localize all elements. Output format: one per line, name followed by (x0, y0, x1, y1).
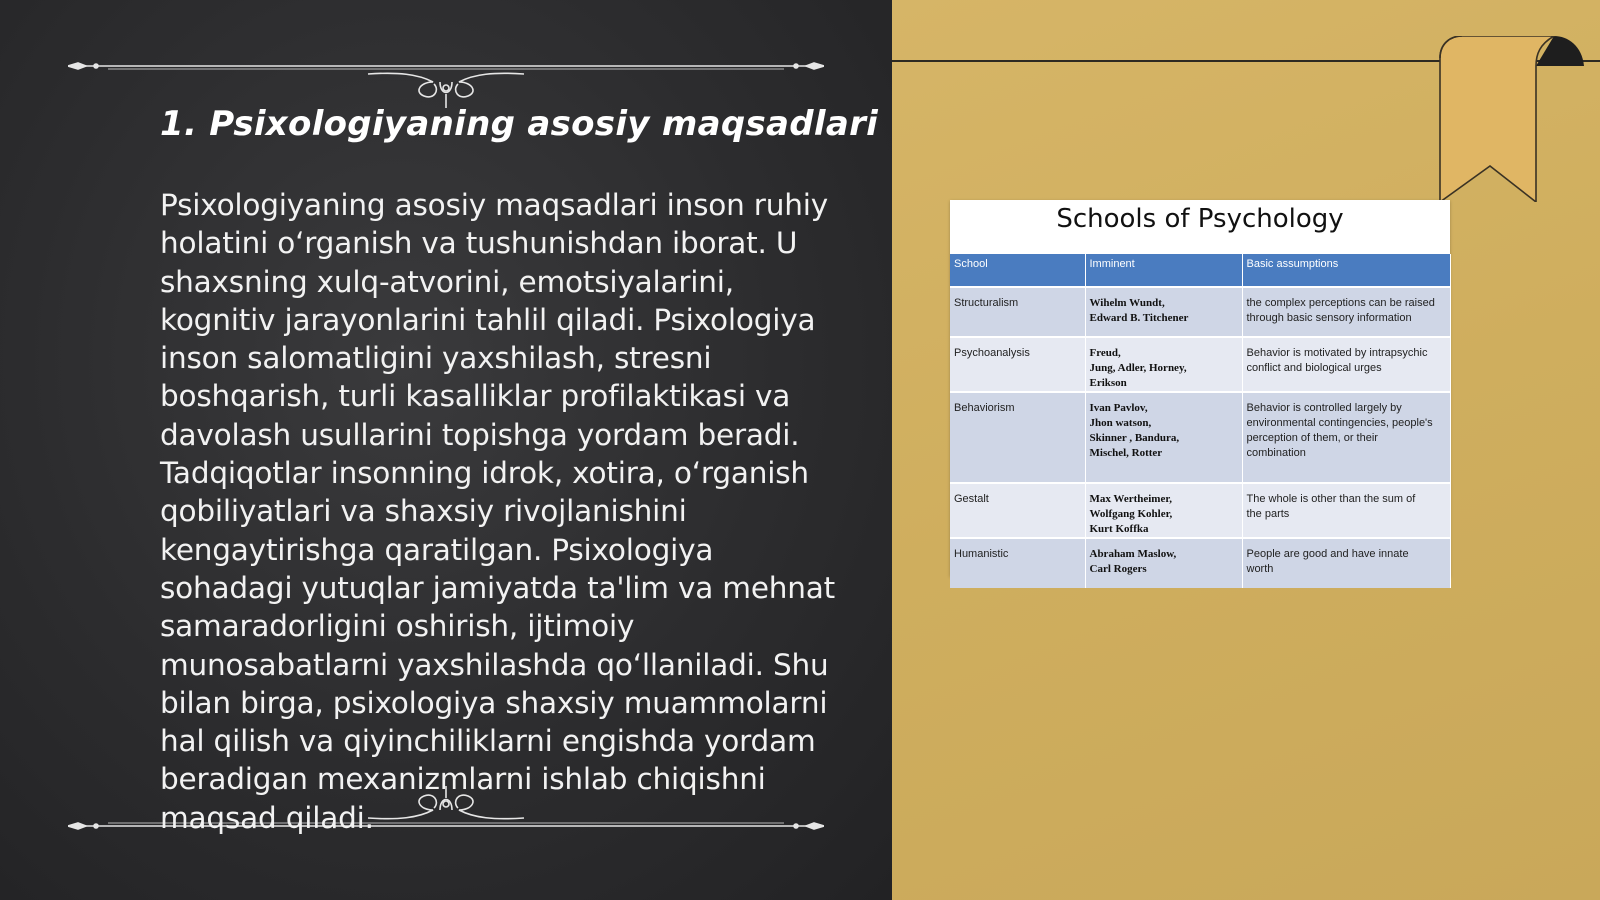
slide-body-text: Psixologiyaning asosiy maqsadlari inson ruhiy holatini o‘rganish va tushunishdan iborat. U shaxsning xulq-atvorini, emotsiyalarini, kognitiv jarayonlarini tahlil qiladi. Psixologiya inson salomatligini yaxshilash, stresni boshqarish, turli kasalliklar profilaktikasi va davolash usullarini topishga yordam beradi. Tadqiqotlar insonning idrok, xotira, o‘rganish qobiliyatlari va shaxsiy rivojlanishini kengaytirishga qaratilgan. Psixologiya sohadagi yutuqlar jamiyatda ta'lim va mehnat samaradorligini oshirish, ijtimoiy munosabatlarni yaxshilashda qo‘llaniladi. Shu bilan birga, psixologiya shaxsiy muammolarni hal qilish va qiyinchiliklarni engishda yordam beradigan mexanizmlarni ishlab chiqishni maqsad qiladi. (160, 188, 836, 835)
persons-cell: Max Wertheimer, Wolfgang Kohler, Kurt Koffka (1085, 483, 1242, 538)
assumption-cell: The whole is other than the sum of the parts (1242, 483, 1450, 538)
table-row (950, 538, 1450, 588)
table-row (950, 392, 1450, 483)
schools-table-image (950, 200, 1450, 576)
assumption-cell: the complex perceptions can be raised through basic sensory information (1242, 287, 1450, 337)
persons-cell: Freud, Jung, Adler, Horney, Erikson (1085, 337, 1242, 392)
assumption-cell: People are good and have innate worth (1242, 538, 1450, 588)
persons-cell: Ivan Pavlov, Jhon watson, Skinner , Bandura, Mischel, Rotter (1085, 392, 1242, 483)
school-cell: Gestalt (950, 483, 1085, 538)
table-row (950, 483, 1450, 538)
table-title: Schools of Psychology (1056, 204, 1344, 234)
slide-title: 1. Psixologiyaning asosiy maqsadlari (160, 104, 879, 144)
column-header-imminent: Imminent (1085, 254, 1242, 287)
ribbon-bookmark-icon (1436, 36, 1584, 202)
persons-cell: Abraham Maslow, Carl Rogers (1085, 538, 1242, 588)
assumption-cell: Behavior is motivated by intrapsychic conflict and biological urges (1242, 337, 1450, 392)
school-cell: Humanistic (950, 538, 1085, 588)
table-row (950, 337, 1450, 392)
table-header-row (950, 254, 1450, 287)
school-cell: Psychoanalysis (950, 337, 1085, 392)
school-cell: Behaviorism (950, 392, 1085, 483)
persons-cell: Wihelm Wundt, Edward B. Titchener (1085, 287, 1242, 337)
flourish-divider-icon (68, 52, 824, 108)
column-header-assumptions: Basic assumptions (1242, 254, 1450, 287)
assumption-cell: Behavior is controlled largely by environmental contingencies, people's perception of them, or their combination (1242, 392, 1450, 483)
school-cell: Structuralism (950, 287, 1085, 337)
table-row (950, 287, 1450, 337)
column-header-school: School (950, 254, 1085, 287)
schools-table (950, 254, 1451, 588)
